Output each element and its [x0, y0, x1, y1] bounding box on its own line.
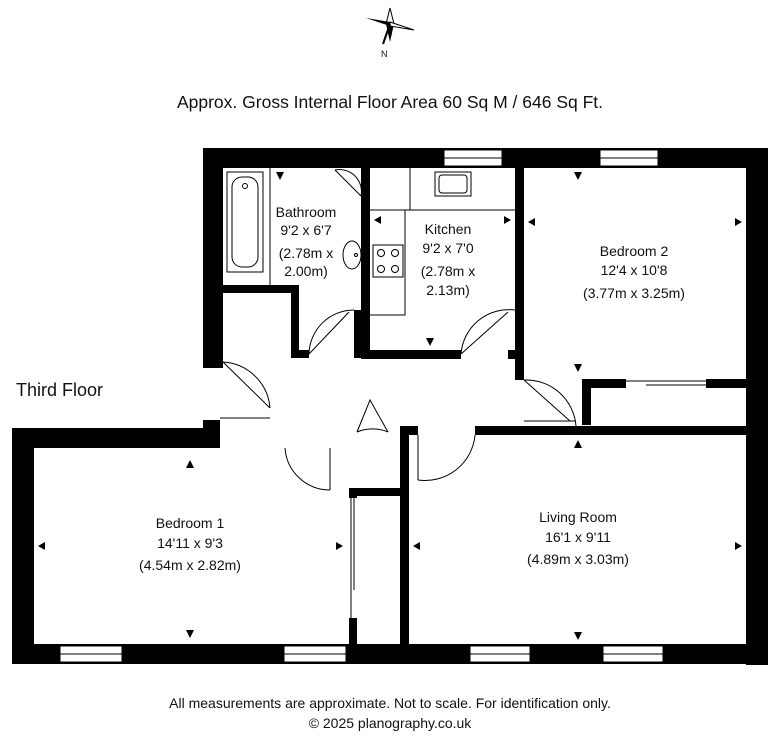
floor-area-title: Approx. Gross Internal Floor Area 60 Sq M / 646 Sq Ft. [176, 92, 604, 112]
bathroom-metric-1: (2.78m x [278, 245, 334, 261]
bathroom-imperial: 9'2 x 6'7 [280, 222, 332, 238]
room-bathroom [276, 204, 337, 279]
room-kitchen [421, 221, 475, 298]
disclaimer: All measurements are approximate. Not to scale. For identification only. [169, 695, 611, 711]
washbasin-icon [343, 241, 361, 269]
hob-icon [373, 245, 403, 277]
room-living [527, 509, 629, 567]
bedroom2-imperial: 12'4 x 10'8 [600, 262, 668, 278]
living-name: Living Room [539, 509, 617, 525]
toilet-icon [335, 170, 361, 196]
kitchen-sink-icon [435, 172, 471, 196]
bedroom1-name: Bedroom 1 [155, 515, 225, 531]
kitchen-metric-2: 2.13m) [426, 282, 470, 298]
room-bedroom-2 [583, 243, 685, 301]
kitchen-name: Kitchen [424, 221, 472, 237]
kitchen-imperial: 9'2 x 7'0 [422, 240, 474, 256]
kitchen-metric-1: (2.78m x [420, 263, 476, 279]
bedroom2-metric: (3.77m x 3.25m) [583, 285, 685, 301]
bathroom-name: Bathroom [275, 204, 337, 220]
floor-label: Third Floor [16, 380, 104, 400]
walls [12, 148, 768, 665]
compass-icon [366, 8, 414, 59]
compass-north-label: N [381, 49, 388, 59]
copyright: © 2025 planography.co.uk [308, 715, 472, 731]
bedroom1-imperial: 14'11 x 9'3 [157, 535, 223, 551]
living-metric: (4.89m x 3.03m) [527, 551, 629, 567]
living-imperial: 16'1 x 9'11 [545, 529, 611, 545]
room-bedroom-1 [139, 515, 241, 573]
bathtub-icon [227, 172, 263, 272]
bedroom2-name: Bedroom 2 [599, 243, 669, 259]
bedroom1-metric: (4.54m x 2.82m) [139, 557, 241, 573]
bathroom-metric-2: 2.00m) [284, 263, 328, 279]
